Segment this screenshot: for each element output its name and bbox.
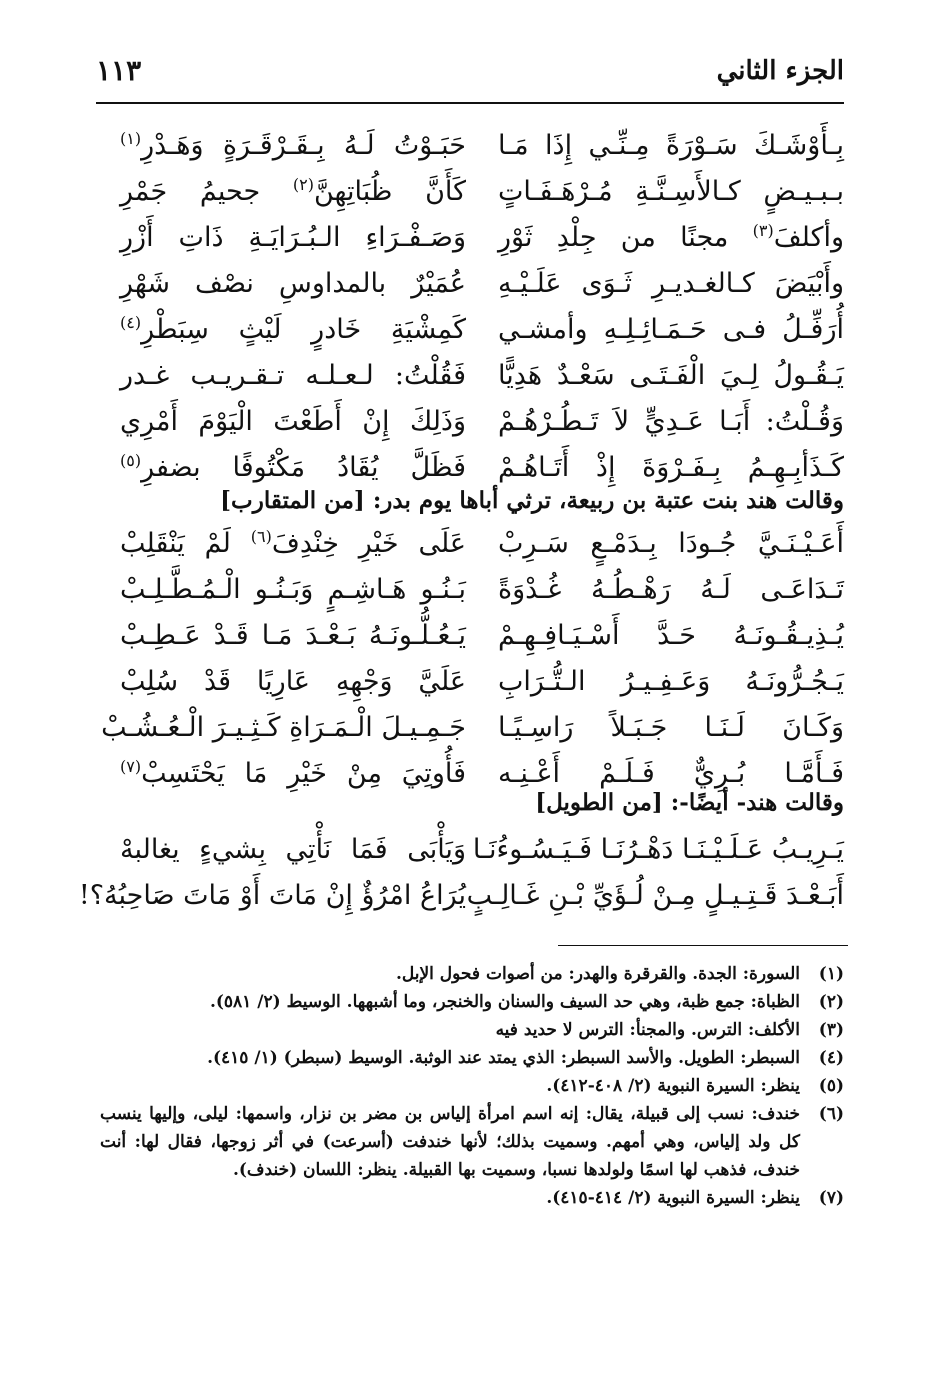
- first-hemistich: تَـدَاعَـى لَـهُ رَهْـطُـهُ غُـدْوَةً: [498, 574, 844, 605]
- verse-line: [120, 828, 844, 874]
- first-hemistich: وأكلفَ$^{(٣)}$ مجنًا من جِلْدِ ثَوْرِ: [498, 221, 844, 253]
- footnote-ref: (٦): [250, 527, 272, 546]
- footnote-ref: (٧): [120, 757, 142, 776]
- footnote-text: ينظر: السيرة النبوية (٢/ ٤٠٨-٤١٢).: [546, 1076, 800, 1096]
- second-hemistich: كَمِشْيَةِ خَادرٍ لَيْثٍ سِبَطْرِ$^{(٤)}$: [120, 313, 466, 345]
- first-hemistich: يَـقُـولُ لِـيَ الْفَـتَـى سَعْـدٌ هَدِيًّا: [498, 360, 844, 391]
- footnote-text: السورة: الجدة. والقرقرة والهدر: من أصوات فحول الإبل.: [395, 964, 800, 984]
- second-hemistich: فَقُلْتُ: لـعـلـه تـقـريـب غـدر: [120, 360, 466, 391]
- footnote-number: (٣): [818, 1020, 844, 1040]
- verse-line: [120, 262, 844, 308]
- poem-block-2: [101, 522, 844, 798]
- first-hemistich: أَبَـعْـدَ قَـتِـيـلٍ مِـنْ لُـؤَيِّ بْـنِ غَـالِـبٍ: [466, 880, 844, 911]
- verse-line: [101, 706, 844, 752]
- second-hemistich: يَـعُـلُّـونَـهُ بَـعْـدَ مَـا قَـدْ عَـطِـبْ: [120, 620, 466, 651]
- second-hemistich: وَصَـفْـرَاءِ الـبُـرَايَـةِ ذَاتِ أَزْرِ: [120, 222, 466, 253]
- footnote-ref: (٢): [292, 175, 314, 194]
- footnote-text: الظباة: جمع ظبة، وهي حد السيف والسنان والخنجر، وما أشبهها. الوسيط (٢/ ٥٨١).: [209, 992, 800, 1012]
- verse-line: [120, 522, 844, 568]
- first-hemistich: كَـذَأبِـهِـمُ بِـفَـرْوَةَ إِذْ أَتَـاهُـمْ: [498, 452, 844, 483]
- footnote-ref: (٤): [120, 313, 142, 332]
- footnote-number: (٢): [818, 992, 844, 1012]
- footnote: [100, 1016, 844, 1044]
- footnote: [100, 1072, 844, 1100]
- footnote-text: الأكلف: الترس. والمجنأ: الترس لا حديد فيه: [495, 1020, 800, 1040]
- first-hemistich: يَـرِيـبُ عَـلَـيْـنَـا دَهْـرُنَـا فَـيَـسُـوءُنَـا: [472, 834, 844, 865]
- footnote-number: (١): [818, 964, 844, 984]
- running-title: الجزء الثاني: [716, 56, 844, 86]
- second-hemistich: وَذَلِكَ إِنْ أَطَعْتَ الْيَوْمَ أَمْرِي: [120, 406, 466, 437]
- footnote: [100, 988, 844, 1016]
- first-hemistich: بِـأَوْشَـكَ سَـوْرَةً مِـنِّـي إِذَا مَـا: [498, 130, 844, 161]
- verse-line: [120, 660, 844, 706]
- verse-line: [120, 614, 844, 660]
- second-hemistich: كَأَنَّ ظُبَاتِهِنَّ$^{(٢)}$ جحيمُ جَمْرِ: [120, 175, 466, 207]
- poem-intro-1: وقالت هند بنت عتبة بن ربيعة، ترثي أباها يوم بدر: [من المتقارب]: [220, 487, 844, 514]
- page-number: ١١٣: [96, 54, 142, 87]
- footnote-ref: (١): [120, 129, 142, 148]
- first-hemistich: وَقُـلْتُ: أَبَـا عَـدِيٍّ لاَ تَـطُـرْهُـمْ: [498, 406, 844, 437]
- second-hemistich: فَظَلَّ يُقَادُ مَكْتُوفًا بضفرِ$^{(٥)}$: [120, 451, 466, 483]
- second-hemistich: حَبَـوْتُ لَـهُ بِـقَـرْقَـرَةٍ وَهَـدْرِ$^{(١)}$: [120, 129, 466, 161]
- footnote: [100, 1044, 844, 1072]
- footnote-text: السبطر: الطويل. والأسد السبطر: الذي يمتد عند الوثبة. الوسيط (سبطر) (١/ ٤١٥).: [207, 1048, 800, 1068]
- poem-intro-2: وقالت هند- أيضًا-: [من الطويل]: [535, 789, 844, 816]
- second-hemistich: عَلَى خَيْرِ خِنْدِفَ$^{(٦)}$ لَمْ يَنْقَلِبْ: [120, 527, 466, 559]
- second-hemistich: عُمَيْرٌ بالمداوسِ نصْف شَهْرِ: [120, 268, 466, 299]
- verse-line: [120, 400, 844, 446]
- verse-line: [120, 170, 844, 216]
- footnote-number: (٧): [818, 1188, 844, 1208]
- verse-line: [120, 568, 844, 614]
- second-hemistich: عَلَيَّ وَجْهِهِ عَارِيًا قَدْ سُلِبْ: [120, 666, 466, 697]
- second-hemistich: فَأُوتِيَ مِنْ خَيْرِ مَا يَحْتَسِبْ$^{(٧)}$: [120, 757, 466, 789]
- footnote-ref: (٥): [120, 451, 142, 470]
- footnote: [100, 960, 844, 988]
- first-hemistich: أُرَفِّـلُ فـى حَـمَـائِـلِـهِ وأمشـي: [498, 314, 844, 345]
- footnotes: [100, 960, 844, 1212]
- footnote-ref: (٣): [752, 221, 774, 240]
- footnote-text: خندف: نسب إلى قبيلة، يقال: إنه اسم امرأة إلياس بن مضر بن نزار، واسمها: ليلى، وإليها ينسب كل ولد إلياس، وهي أمهم. وسميت بذلك؛ لأنها خندفت (أسرعت) في أثر زوجها، فقال لها: أنت خندف، فذهب لها اسمًا ولولدها نسبا، وسميت بها القبيلة. ينظر: اللسان (خندف).: [100, 1104, 800, 1180]
- footnote-number: (٥): [818, 1076, 844, 1096]
- footnote-number: (٤): [818, 1048, 844, 1068]
- first-hemistich: وَكَـانَ لَـنَـا جَـبَـلاً رَاسِـيًـا: [498, 712, 844, 743]
- second-hemistich: وَيَأْبَى فَمَا نَأْتِي بِشيءٍ يغالبهْ: [120, 834, 466, 865]
- first-hemistich: أَعَـيْـنَـيَّ جُـودَا بِـدَمْـعٍ سَـرِبْ: [498, 528, 844, 559]
- first-hemistich: يُـذِيـقُـونَـهُ حَـدَّ أَسْـيَـافِـهِـمْ: [498, 620, 844, 651]
- footnote: [100, 1100, 844, 1184]
- second-hemistich: جَـمِـيـلَ الْـمَـرَاةِ كَـثِـيـرَ الْـعُـشُـبْ: [101, 712, 466, 743]
- first-hemistich: فَـأَمَّـا بُـرِيٌّ فَـلَـمْ أَعْـنِـه: [498, 758, 844, 789]
- first-hemistich: يَـجُـرُّونَـهُ وَعَـفِـيـرُ الـتُّـرَابِ: [498, 666, 844, 697]
- verse-line: [120, 216, 844, 262]
- second-hemistich: يُرَاعُ امْرُؤٌ إِنْ مَاتَ أَوْ مَاتَ صَاحِبُهُ؟!: [78, 880, 466, 911]
- header-divider: [96, 102, 844, 104]
- verse-line: [120, 354, 844, 400]
- poem-block-3: [78, 828, 844, 920]
- verse-line: [120, 124, 844, 170]
- first-hemistich: بـبـيـضٍ كـالأَسِـنَّـةِ مُـرْهَـفَـاتٍ: [498, 176, 844, 207]
- footnote: [100, 1184, 844, 1212]
- footnote-divider: [558, 945, 848, 946]
- poem-block-1: [120, 124, 844, 492]
- verse-line: [120, 308, 844, 354]
- page-header: [96, 52, 844, 96]
- footnote-text: ينظر: السيرة النبوية (٢/ ٤١٤-٤١٥).: [546, 1188, 800, 1208]
- first-hemistich: وأَبْيَضَ كـالغـديـرِ ثَـوَى عَلَـيْـهِ: [498, 268, 844, 299]
- second-hemistich: بَـنُـو هَـاشِـمٍ وَبَـنُـو الْـمُـطَّـلِـبْ: [120, 574, 466, 605]
- verse-line: [78, 874, 844, 920]
- footnote-number: (٦): [818, 1104, 844, 1124]
